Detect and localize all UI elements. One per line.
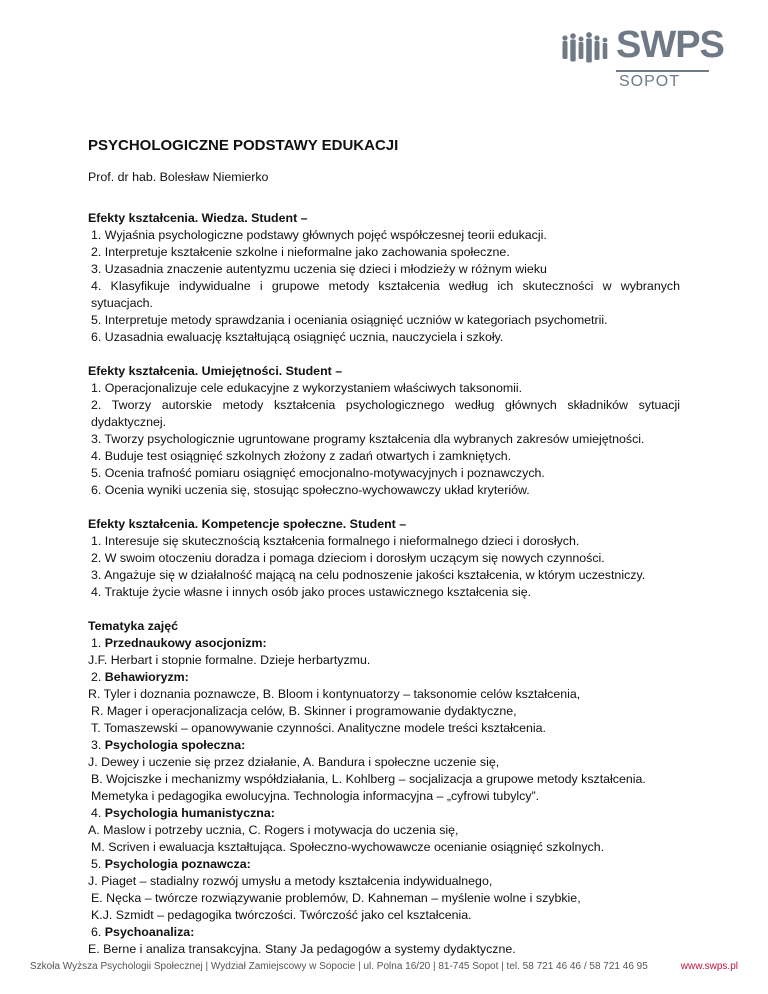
topic-title (88, 669, 680, 686)
topic-title (88, 737, 680, 754)
footer-url[interactable]: www.swps.pl (680, 961, 738, 972)
list-item: 4. Buduje test osiągnięć szkolnych złożony z zadań otwartych i zamkniętych. (91, 449, 512, 463)
page-title: PSYCHOLOGICZNE PODSTAWY EDUKACJI (88, 137, 399, 154)
topic-number: 6. (91, 925, 102, 939)
course-topics (88, 618, 680, 958)
outcomes-section (88, 516, 680, 601)
topic-line: E. Berne i analiza transakcyjna. Stany Ja pedagogów a systemy dydaktyczne. (88, 942, 516, 956)
topic-name: Psychologia humanistyczna: (104, 806, 275, 820)
topic-line: J. Piaget – stadialny rozwój umysłu a metody kształcenia indywidualnego, (88, 874, 493, 888)
topic-line: K.J. Szmidt – pedagogika twórczości. Twórczość jako cel kształcenia. (91, 908, 472, 922)
topic-title (88, 924, 680, 941)
section-heading: Efekty kształcenia. Kompetencje społeczne. Student – (88, 517, 407, 531)
footer-address: Szkoła Wyższa Psychologii Społecznej | Wydział Zamiejscowy w Sopocie | ul. Polna 16/20 | 81-745 Sopot | tel. 58 721 46 46 / 58 721 46 95 (30, 961, 648, 972)
outcomes-section (88, 363, 680, 499)
topic-line: M. Scriven i ewaluacja kształtująca. Społeczno-wychowawcze ocenianie osiągnięć szkolnych. (91, 840, 605, 854)
topic-title (88, 635, 680, 652)
topic-name: Przednaukowy asocjonizm: (104, 636, 267, 650)
list-item: 3. Tworzy psychologicznie ugruntowane programy kształcenia dla wybranych zakresów umiejętności. (91, 432, 645, 446)
topic-number: 1. (91, 636, 102, 650)
list-item: 6. Ocenia wyniki uczenia się, stosując społeczno-wychowawczy układ kryteriów. (91, 483, 530, 497)
document-body (88, 136, 680, 958)
list-item: 2. Interpretuje kształcenie szkolne i nieformalne jako zachowania społeczne. (91, 245, 510, 259)
list-item: 3. Uzasadnia znaczenie autentyzmu uczenia się dzieci i młodzieży w różnym wieku (91, 262, 547, 276)
topics-heading: Tematyka zajęć (88, 619, 179, 633)
learning-outcomes (88, 210, 680, 601)
logo-subtitle: SOPOT (619, 73, 681, 90)
topic-line: J. Dewey i uczenie się przez działanie, A. Bandura i społeczne uczenie się, (88, 755, 500, 769)
list-item: 4. Traktuje życie własne i innych osób jako proces ustawicznego kształcenia się. (91, 585, 532, 599)
author: Prof. dr hab. Bolesław Niemierko (88, 170, 269, 184)
list-item: 1. Wyjaśnia psychologiczne podstawy głównych pojęć współczesnej teorii edukacji. (91, 228, 547, 242)
section-heading: Efekty kształcenia. Umiejętności. Student – (88, 364, 343, 378)
topic-line: R. Tyler i doznania poznawcze, B. Bloom i kontynuatorzy – taksonomie celów kształcenia, (88, 687, 581, 701)
topic-line: B. Wojciszke i mechanizmy współdziałania, L. Kohlberg – socjalizacja a grupowe metody kształcenia. (91, 772, 646, 786)
topic-line: R. Mager i operacjonalizacja celów, B. Skinner i programowanie dydaktyczne, (91, 704, 517, 718)
list-item: 3. Angażuje się w działalność mającą na celu podnoszenie jakości kształcenia, w którym uczestniczy. (91, 568, 646, 582)
topic-line: J.F. Herbart i stopnie formalne. Dzieje herbartyzmu. (88, 653, 371, 667)
topic-line: E. Nęcka – twórcze rozwiązywanie problemów, D. Kahneman – myślenie wolne i szybkie, (91, 891, 581, 905)
topic-name: Psychologia społeczna: (104, 738, 246, 752)
topic-number: 3. (91, 738, 102, 752)
topic-number: 2. (91, 670, 102, 684)
topic-title (88, 805, 680, 822)
list-item: 6. Uzasadnia ewaluację kształtującą osiągnięć ucznia, nauczyciela i szkoły. (91, 330, 504, 344)
list-item: 5. Interpretuje metody sprawdzania i oceniania osiągnięć uczniów w kategoriach psychometrii. (91, 313, 608, 327)
logo-divider (616, 70, 709, 72)
topic-line: Memetyka i pedagogika ewolucyjna. Technologia informacyjna – „cyfrowi tubylcy”. (91, 789, 540, 803)
topic-line: A. Maslow i potrzeby ucznia, C. Rogers i motywacja do uczenia się, (88, 823, 459, 837)
topic-name: Psychoanaliza: (104, 925, 195, 939)
list-item: 1. Interesuje się skutecznością kształcenia formalnego i nieformalnego dzieci i dorosłych. (91, 534, 580, 548)
topic-name: Psychologia poznawcza: (104, 857, 251, 871)
footer (30, 961, 738, 972)
topic-name: Behawioryzm: (104, 670, 189, 684)
topic-title (88, 856, 680, 873)
section-heading: Efekty kształcenia. Wiedza. Student – (88, 211, 308, 225)
topic-number: 5. (91, 857, 102, 871)
outcomes-section (88, 210, 680, 346)
list-item: 5. Ocenia trafność pomiaru osiągnięć emocjonalno-motywacyjnych i poznawczych. (91, 466, 545, 480)
list-item: 2. Tworzy autorskie metody kształcenia psychologicznego według głównych składników sytuacji dydaktycznej. (91, 398, 680, 429)
list-item: 2. W swoim otoczeniu doradza i pomaga dzieciom i dorosłym uczącym się nowych czynności. (91, 551, 605, 565)
list-item: 1. Operacjonalizuje cele edukacyjne z wykorzystaniem właściwych taksonomii. (91, 381, 523, 395)
swps-logo (560, 24, 724, 90)
logo-brand: SWPS (616, 24, 724, 66)
people-figures-icon (560, 32, 612, 72)
topic-number: 4. (91, 806, 102, 820)
topic-line: T. Tomaszewski – opanowywanie czynności. Analityczne modele treści kształcenia. (91, 721, 546, 735)
list-item: 4. Klasyfikuje indywidualne i grupowe metody kształcenia według ich skuteczności w wybranych sytuacjach. (91, 279, 680, 310)
